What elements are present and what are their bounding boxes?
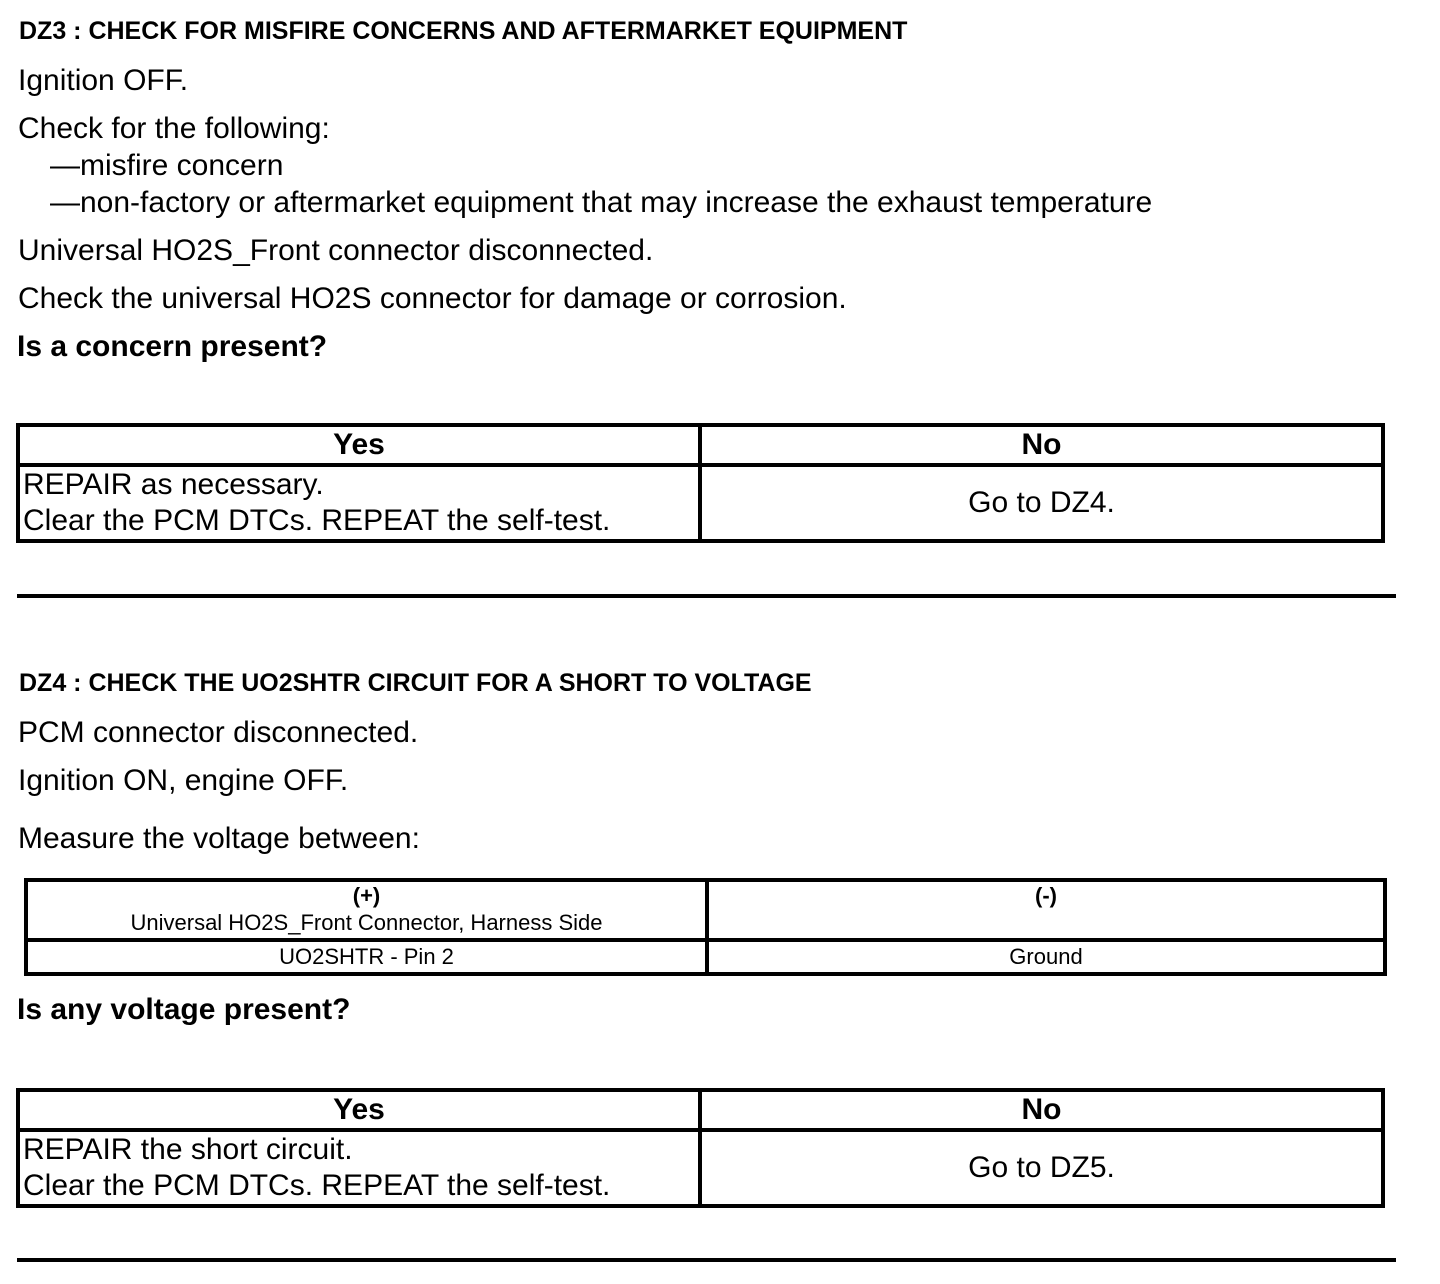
dz3-no-header: No — [700, 425, 1383, 465]
dz3-step-ignition-off: Ignition OFF. — [18, 64, 189, 97]
dz4-yes-line2: Clear the PCM DTCs. REPEAT the self-test. — [23, 1169, 611, 1202]
dz4-yes-action — [18, 1130, 700, 1206]
dz4-negative-header-cell — [707, 880, 1385, 940]
dz4-yes-header: Yes — [18, 1090, 700, 1130]
dz4-step-measure-voltage: Measure the voltage between: — [18, 822, 420, 855]
dz3-question: Is a concern present? — [17, 330, 328, 363]
dz3-yes-line2: Clear the PCM DTCs. REPEAT the self-test. — [23, 504, 611, 537]
dz3-yes-header: Yes — [18, 425, 700, 465]
dz4-positive-value: UO2SHTR - Pin 2 — [26, 940, 707, 974]
dz4-positive-header: (+) — [352, 883, 381, 908]
dz4-step-ignition-on: Ignition ON, engine OFF. — [18, 764, 349, 797]
dz4-no-action: Go to DZ5. — [700, 1130, 1383, 1206]
dz3-step-check-connector: Check the universal HO2S connector for damage or corrosion. — [18, 282, 847, 315]
dz4-heading: DZ4 : CHECK THE UO2SHTR CIRCUIT FOR A SHORT TO VOLTAGE — [19, 669, 812, 697]
dz3-yes-line1: REPAIR as necessary. — [23, 468, 324, 501]
dz3-bullet-aftermarket: —non-factory or aftermarket equipment that may increase the exhaust temperature — [50, 186, 1153, 219]
dz3-bullet-misfire: —misfire concern — [50, 149, 284, 182]
section-divider — [17, 594, 1396, 598]
section-divider-bottom — [17, 1258, 1396, 1262]
dz4-measurement-table — [24, 878, 1387, 976]
dz4-positive-subheader: Universal HO2S_Front Connector, Harness Side — [130, 910, 603, 935]
dz4-negative-value: Ground — [707, 940, 1385, 974]
dz3-step-connector-disconnected: Universal HO2S_Front connector disconnected. — [18, 234, 654, 267]
dz3-yes-action — [18, 465, 700, 541]
dz4-negative-header: (-) — [1035, 883, 1057, 908]
dz4-question: Is any voltage present? — [17, 993, 351, 1026]
dz3-yes-no-table — [16, 423, 1385, 543]
dz4-yes-no-table — [16, 1088, 1385, 1208]
dz4-no-header: No — [700, 1090, 1383, 1130]
dz4-yes-line1: REPAIR the short circuit. — [23, 1133, 353, 1166]
dz3-heading: DZ3 : CHECK FOR MISFIRE CONCERNS AND AFTERMARKET EQUIPMENT — [19, 17, 908, 45]
dz4-step-pcm-disconnected: PCM connector disconnected. — [18, 716, 419, 749]
dz3-no-action: Go to DZ4. — [700, 465, 1383, 541]
dz4-positive-header-cell — [26, 880, 707, 940]
dz3-step-check-following: Check for the following: — [18, 112, 330, 145]
